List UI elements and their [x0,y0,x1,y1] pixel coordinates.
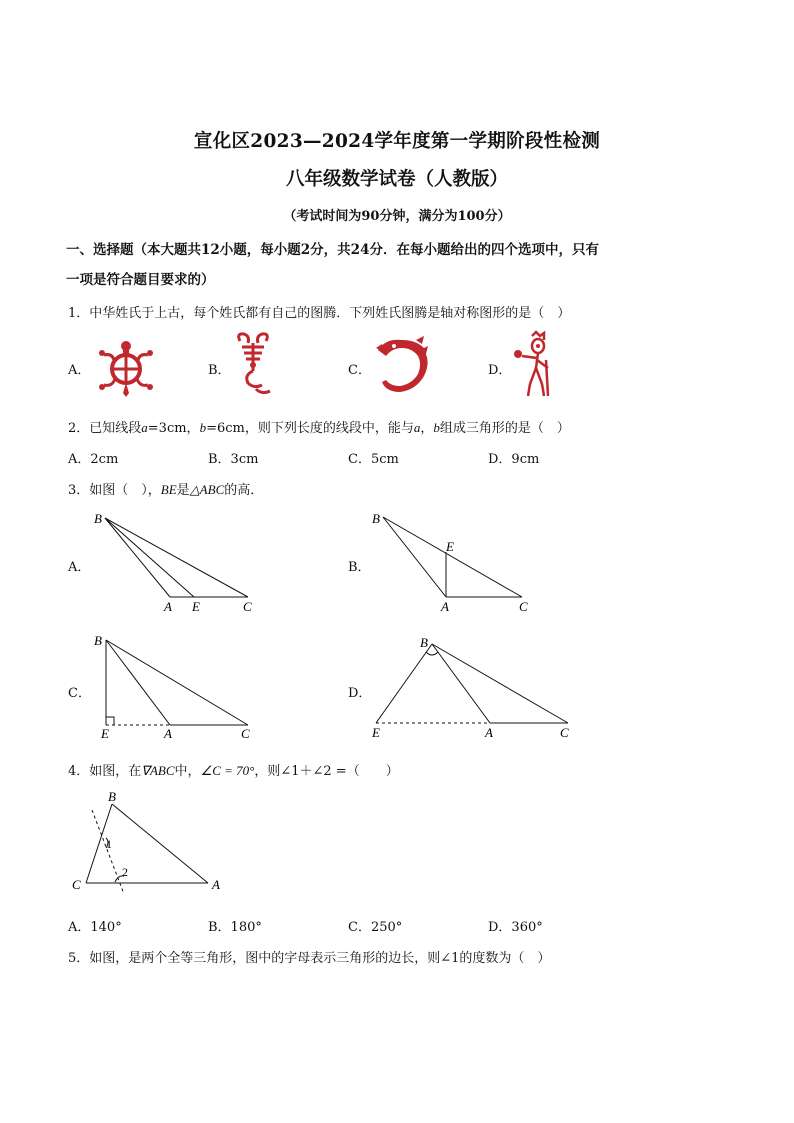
q3-figure-b [370,508,540,616]
q1-option-c-label[interactable]: C． [348,363,371,378]
exam-subtitle: 八年级数学试卷（人教版） [285,169,508,190]
q3a-label-e: E [192,599,200,614]
q1-text: 1．中华姓氏于上古，每个姓氏都有自己的图腾．下列姓氏图腾是轴对称图形的是（ ） [68,306,571,321]
section-heading-line2: 一项是符合题目要求的） [66,272,215,288]
q2-var-b: b [199,420,207,435]
q3a-label-a: A [164,599,172,614]
totem-figure-icon [510,330,556,400]
q3-text-pre: 3．如图（ ）， [68,483,161,498]
q3b-label-b: B [372,511,380,526]
q4-triangle-abc: ∇ABC [141,763,175,778]
exam-title: 宣化区2023—2024学年度第一学期阶段性检测 [193,131,601,152]
q3-figure-a [90,508,270,616]
q2-var-a2: a [413,420,421,435]
q4-text-pre: 4．如图，在 [68,764,142,779]
q3c-label-a: A [164,726,172,741]
q4-text-mid: 中， [174,764,201,779]
q2-option-c[interactable]: C．5cm [348,452,399,467]
q3c-label-c: C [241,726,250,741]
q4-option-a[interactable]: A．140° [68,920,122,935]
q2-var-a: a [141,420,148,435]
q2-text [68,417,570,436]
q4-label-a: A [212,877,220,892]
q4-angle-1: 1 [106,837,112,851]
section-heading-line1: 一、选择题（本大题共12小题，每小题2分，共24分．在每小题给出的四个选项中，只有 [66,242,599,258]
totem-ram-icon [232,331,274,399]
q3d-label-a: A [485,725,493,740]
totem-turtle-icon [94,333,158,399]
q4-text [68,760,399,779]
q2-text-pre: 2．已知线段 [68,421,142,436]
q4-angle-c: ∠C = 70° [200,763,255,778]
q3b-label-a: A [441,599,449,614]
q3-text-post: 的高． [224,483,264,498]
q3c-label-b: B [94,633,102,648]
q3c-label-e: E [101,726,109,741]
q4-option-b[interactable]: B．180° [208,920,262,935]
q4-angle-2: 2 [122,865,128,879]
q3-text [68,479,263,498]
q3-option-b-label[interactable]: B． [348,560,371,575]
q2-text-post: 组成三角形的是（ ） [439,421,570,436]
q3b-label-c: C [519,599,528,614]
q2-a-value: =3cm， [147,421,200,436]
q4-option-c[interactable]: C．250° [348,920,403,935]
q2-option-b[interactable]: B．3cm [208,452,259,467]
q3d-label-c: C [560,725,569,740]
q3d-label-b: B [420,635,428,650]
q3-segment-be: BE [160,482,177,497]
q3d-label-e: E [372,725,380,740]
q5-text: 5．如图，是两个全等三角形，图中的字母表示三角形的边长，则∠1的度数为（ ） [68,951,551,966]
q3-figure-c [90,630,270,742]
q2-option-d[interactable]: D．9cm [488,452,540,467]
totem-dragon-icon [372,334,432,396]
q4-label-b: B [108,789,116,804]
exam-info: （考试时间为90分钟，满分为100分） [283,209,511,224]
q4-option-d[interactable]: D．360° [488,920,543,935]
q4-figure [68,790,238,898]
q1-option-d-label[interactable]: D． [488,363,512,378]
q1-option-a-label[interactable]: A． [68,363,91,378]
q3-option-d-label[interactable]: D． [348,686,372,701]
q4-label-c: C [72,877,81,892]
q2-comma: ， [420,421,434,436]
q2-var-b2: b [433,420,440,435]
q1-option-b-label[interactable]: B． [208,363,231,378]
q3-option-c-label[interactable]: C． [68,686,91,701]
q3b-label-e: E [446,539,454,554]
q3a-label-b: B [94,511,102,526]
q3-figure-d [370,630,580,742]
q3-text-mid: 是 [176,483,190,498]
q3-triangle-abc: △ABC [189,482,225,497]
q3a-label-c: C [243,599,252,614]
q2-option-a[interactable]: A．2cm [68,452,119,467]
q4-text-post: ，则∠1＋∠2 =（ ） [254,764,399,779]
q2-b-value: =6cm，则下列长度的线段中，能与 [206,421,414,436]
q3-option-a-label[interactable]: A． [68,560,91,575]
